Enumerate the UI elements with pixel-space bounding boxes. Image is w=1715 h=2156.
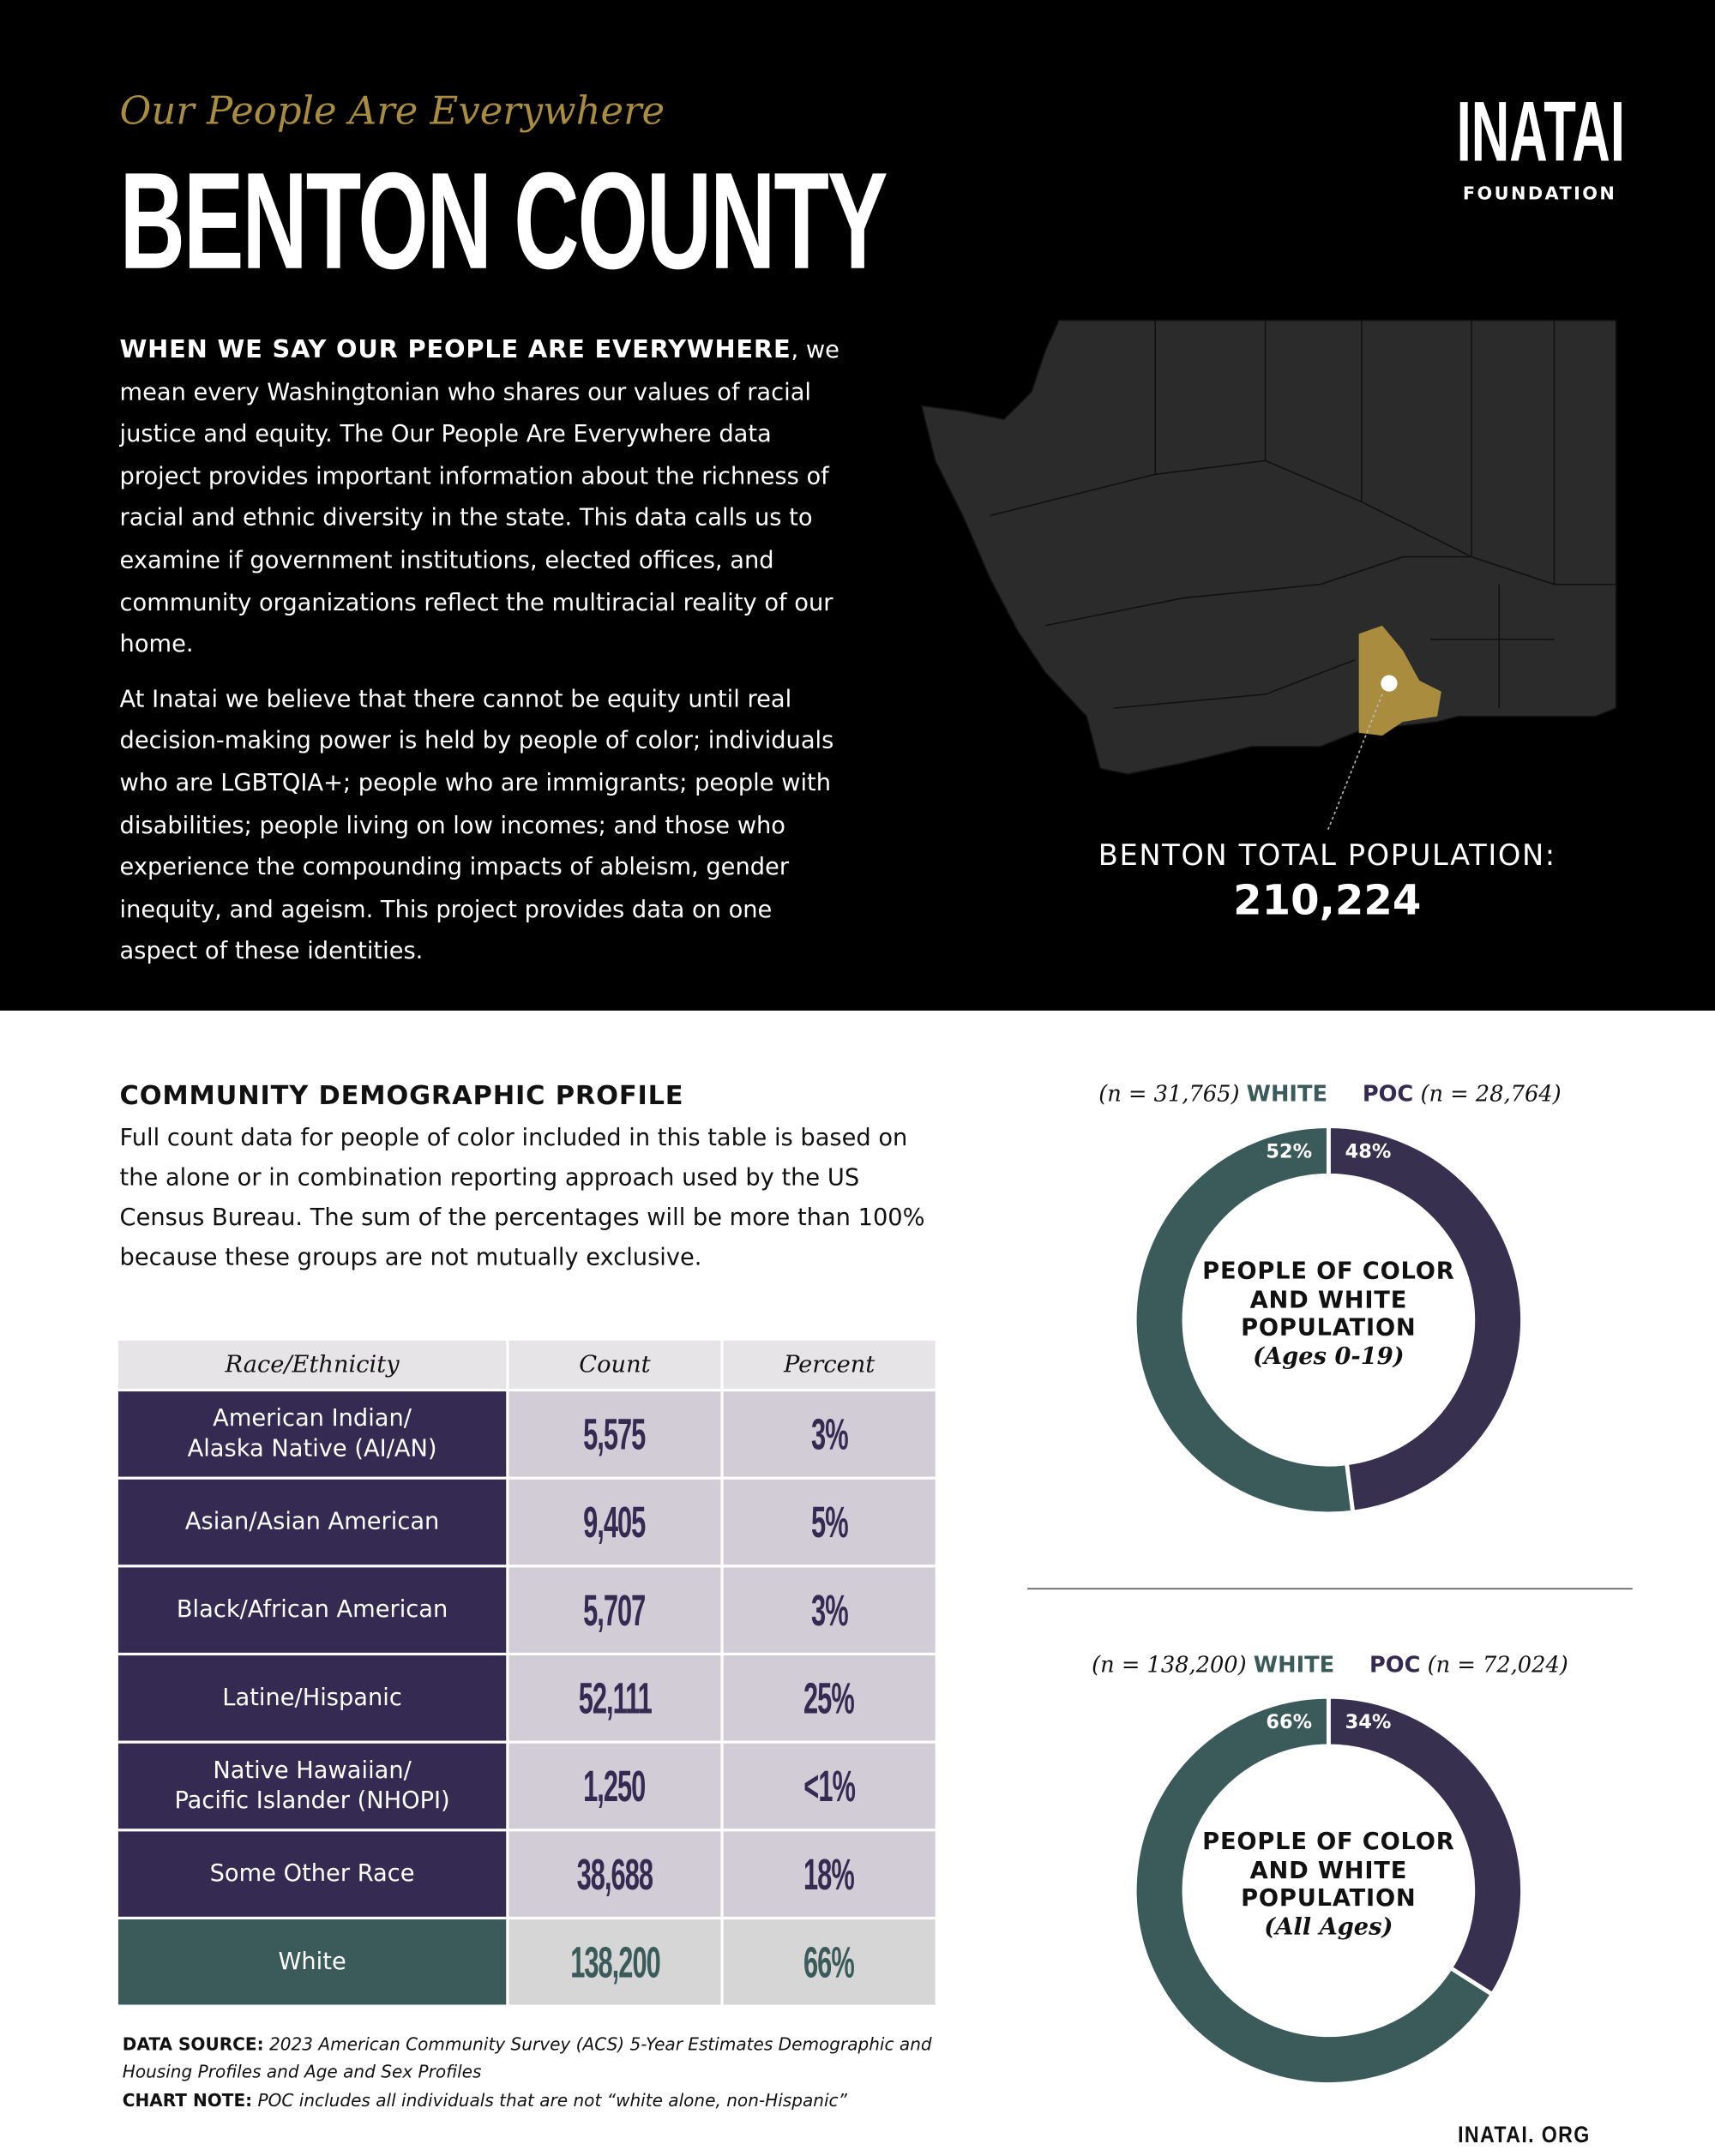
intro-lead: WHEN WE SAY OUR PEOPLE ARE EVERYWHERE	[119, 335, 791, 365]
race-label-line1: Latine/Hispanic	[222, 1684, 402, 1712]
count-cell	[508, 1919, 720, 2004]
intro-para2: At Inatai we believe that there cannot be equity until real decision-making power is held by people of color; individuals who are LGBTQIA+; people who are immigrants; people with disabilities; people living on low incomes; and those who experience the compounding impacts of ableism, gender inequity, and ageism. This project provides data on one aspect of these identities.	[119, 685, 834, 966]
race-label-line1: Asian/Asian American	[184, 1508, 440, 1536]
percent-value: 18%	[803, 1848, 855, 1899]
location-marker	[1381, 676, 1397, 692]
table-row	[118, 1480, 936, 1564]
race-label-line2: Pacific Islander (NHOPI)	[174, 1787, 450, 1816]
donut-center-title	[1164, 1829, 1494, 1942]
donut-subtitle: (Ages 0-19)	[1253, 1342, 1405, 1371]
washington-state-shape	[922, 321, 1616, 774]
percent-value: 66%	[803, 1937, 855, 1986]
data-source-label: DATA SOURCE:	[122, 2033, 264, 2055]
percent-cell	[724, 1744, 936, 1829]
white-n-label: (n = 138,200)	[1092, 1651, 1247, 1678]
percent-cell	[724, 1480, 936, 1564]
count-cell	[508, 1655, 720, 1740]
race-label-line1: Black/African American	[176, 1596, 448, 1625]
count-cell	[508, 1831, 720, 1916]
percent-cell	[724, 1831, 936, 1916]
count-value: 5,707	[583, 1584, 647, 1635]
count-cell	[508, 1567, 720, 1652]
poc-legend: POC	[1362, 1080, 1414, 1108]
column-header-race: Race/Ethnicity	[118, 1341, 506, 1389]
count-cell	[508, 1480, 720, 1564]
poc-percent-label: 48%	[1345, 1140, 1392, 1163]
page-title: BENTON COUNTY	[119, 144, 887, 299]
race-label-line1: American Indian/	[213, 1405, 412, 1433]
race-label	[118, 1831, 506, 1916]
white-percent-label: 52%	[1266, 1140, 1313, 1163]
race-label-line1: Native Hawaiian/	[213, 1757, 412, 1785]
race-label	[118, 1567, 506, 1652]
table-row	[118, 1655, 936, 1740]
race-label	[118, 1744, 506, 1829]
donut-title-line: AND WHITE	[1249, 1286, 1408, 1314]
percent-cell	[724, 1391, 936, 1476]
percent-cell	[724, 1567, 936, 1652]
poc-legend: POC	[1369, 1651, 1421, 1678]
race-label-line1: White	[278, 1948, 346, 1976]
table-row	[118, 1919, 936, 2004]
demographic-table	[116, 1338, 938, 2008]
donut-title-line: PEOPLE OF COLOR	[1202, 1829, 1455, 1857]
poc-n-label: (n = 28,764)	[1420, 1080, 1562, 1108]
profile-description: Full count data for people of color included in this table is based on the alone or in combination reporting approach used by the US Census Bureau. The sum of the percentages will be more than 100% because these groups are not mutually exclusive.	[119, 1124, 925, 1272]
table-row	[118, 1567, 936, 1652]
race-label	[118, 1655, 506, 1740]
percent-value: 3%	[810, 1408, 848, 1458]
poc-n-label: (n = 72,024)	[1427, 1651, 1568, 1678]
table-row	[118, 1831, 936, 1916]
donut-title-line: AND WHITE	[1249, 1857, 1408, 1885]
donut-title-line: POPULATION	[1241, 1314, 1417, 1342]
intro-body: , we mean every Washingtonian who shares our values of racial justice and equity. The Our People Are Everywhere data project provides important information about the richness of racial and ethnic diversity in the state. This data calls us to examine if government institutions, elected offices, and community organizations reflect the multiracial reality of our home.	[119, 336, 839, 659]
race-label	[118, 1919, 506, 2004]
race-label-line1: Some Other Race	[209, 1860, 415, 1889]
count-cell	[508, 1744, 720, 1829]
profile-heading: COMMUNITY DEMOGRAPHIC PROFILE	[119, 1080, 684, 1111]
tagline: Our People Are Everywhere	[119, 87, 665, 134]
chart-note-label: CHART NOTE:	[122, 2089, 253, 2111]
logo-sub: FOUNDATION	[1462, 183, 1617, 205]
chart-note	[123, 2087, 948, 2115]
washington-map	[908, 309, 1637, 860]
count-cell	[508, 1391, 720, 1476]
count-value: 5,575	[583, 1408, 647, 1458]
chart-divider	[1027, 1588, 1633, 1590]
donut-subtitle: (All Ages)	[1264, 1913, 1393, 1941]
column-header-percent: Percent	[724, 1341, 936, 1389]
donut-center-title	[1164, 1258, 1494, 1372]
white-percent-label: 66%	[1266, 1711, 1313, 1734]
data-source-note	[123, 2031, 948, 2086]
column-header-count: Count	[508, 1341, 720, 1389]
white-n-label: (n = 31,765)	[1098, 1080, 1240, 1108]
count-value: 138,200	[569, 1937, 660, 1986]
percent-value: 5%	[810, 1496, 848, 1546]
percent-cell	[724, 1919, 936, 2004]
race-label-line2: Alaska Native (AI/AN)	[187, 1435, 437, 1463]
count-value: 38,688	[576, 1848, 653, 1899]
percent-value: <1%	[803, 1760, 855, 1811]
donut-legend	[1027, 1651, 1633, 1677]
race-label	[118, 1391, 506, 1476]
chart-note-text: POC includes all individuals that are not “white alone, non-Hispanic”	[252, 2089, 847, 2111]
white-legend: WHITE	[1246, 1080, 1328, 1108]
count-value: 9,405	[583, 1496, 647, 1546]
percent-value: 25%	[803, 1673, 855, 1722]
percent-value: 3%	[810, 1584, 848, 1635]
donut-legend	[1027, 1081, 1633, 1107]
donut-title-line: PEOPLE OF COLOR	[1202, 1258, 1455, 1286]
table-row	[118, 1391, 936, 1476]
race-label	[118, 1480, 506, 1564]
table-row	[118, 1744, 936, 1829]
white-legend: WHITE	[1253, 1651, 1335, 1678]
intro-text	[120, 330, 849, 986]
population-label: BENTON TOTAL POPULATION:	[1098, 838, 1556, 872]
inatai-logo	[1456, 85, 1625, 205]
count-value: 52,111	[578, 1673, 652, 1722]
logo-main: INATAI	[1456, 85, 1625, 181]
population-value: 210,224	[1233, 877, 1422, 926]
count-value: 1,250	[583, 1760, 647, 1811]
data-source-text: 2023 American Community Survey (ACS) 5-Year Estimates Demographic and Housing Profiles and Age and Sex Profiles	[122, 2033, 932, 2082]
percent-cell	[724, 1655, 936, 1740]
website-link[interactable]: INATAI. ORG	[1458, 2121, 1591, 2148]
donut-title-line: POPULATION	[1241, 1884, 1417, 1913]
poc-percent-label: 34%	[1345, 1711, 1392, 1734]
